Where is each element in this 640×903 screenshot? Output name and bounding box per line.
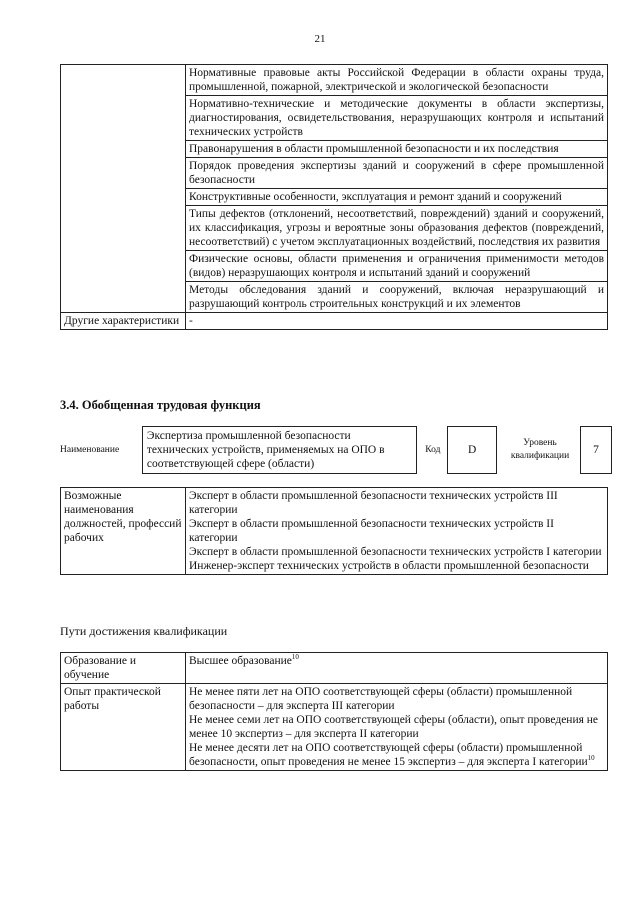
position-item: Эксперт в области промышленной безопасности технических устройств III категории (189, 490, 558, 516)
positions-list (186, 488, 608, 575)
knowledge-table (60, 64, 608, 330)
empty-cell (61, 65, 186, 313)
function-header-table (60, 426, 612, 474)
knowledge-item: Нормативные правовые акты Российской Федерации в области охраны труда, промышленной, пожарной, электрической и экологической безопасности (186, 65, 608, 96)
education-label: Образование и обучение (61, 653, 186, 684)
table-row (61, 653, 608, 684)
knowledge-item: Конструктивные особенности, эксплуатация и ремонт зданий и сооружений (186, 189, 608, 206)
code-value: D (448, 427, 497, 474)
experience-label: Опыт практической работы (61, 684, 186, 771)
knowledge-item: Порядок проведения экспертизы зданий и сооружений в сфере промышленной безопасности (186, 158, 608, 189)
page-number: 21 (314, 33, 326, 45)
level-value: 7 (580, 427, 611, 474)
knowledge-item: Физические основы, области применения и ограничения применимости методов (видов) неразрушающих контроля и испытаний зданий и сооружений (186, 251, 608, 282)
qualification-paths-table (60, 652, 608, 771)
experience-item: Не менее пяти лет на ОПО соответствующей сферы (области) промышленной безопасности – для эксперта III категории (189, 686, 573, 712)
paths-title: Пути достижения квалификации (60, 624, 228, 638)
table-row (61, 65, 608, 96)
other-characteristics-value: - (186, 313, 608, 330)
positions-table (60, 487, 608, 575)
name-value: Экспертиза промышленной безопасности технических устройств, применяемых на ОПО в соответствующей сфере (области) (142, 427, 416, 474)
experience-list (186, 684, 608, 771)
knowledge-item: Типы дефектов (отклонений, несоответствий, повреждений) зданий и сооружений, их классификация, угрозы и вероятные зоны образования дефектов (повреждений, несоответствий) с учетом эксплуатационных воздействий, последствия их развития (186, 206, 608, 251)
footnote-mark: 10 (291, 653, 299, 662)
table-row (61, 684, 608, 771)
education-value: Высшее образование (189, 655, 292, 667)
education-cell (186, 653, 608, 684)
position-item: Эксперт в области промышленной безопасности технических устройств I категории (189, 546, 602, 558)
experience-item: Не менее семи лет на ОПО соответствующей сферы (области), опыт проведения не менее 10 экспертиз – для эксперта II категории (189, 714, 599, 740)
code-label: Код (425, 445, 441, 455)
table-row (61, 488, 608, 575)
position-item: Эксперт в области промышленной безопасности технических устройств II категории (189, 518, 554, 544)
knowledge-item: Правонарушения в области промышленной безопасности и их последствия (186, 141, 608, 158)
other-characteristics-label: Другие характеристики (61, 313, 186, 330)
positions-label: Возможные наименования должностей, профессий рабочих (61, 488, 186, 575)
experience-item: Не менее десяти лет на ОПО соответствующей сферы (области) промышленной безопасности, опыт проведения не менее 15 экспертиз – для эксперта I категории$^{10}$ (189, 742, 595, 768)
table-row (60, 427, 612, 474)
name-label: Наименование (60, 445, 120, 455)
knowledge-item: Методы обследования зданий и сооружений, включая неразрушающий и разрушающий контроль строительных конструкций и их элементов (186, 282, 608, 313)
table-row (61, 313, 608, 330)
footnote-mark: 10 (587, 754, 595, 763)
section-heading: 3.4. Обобщенная трудовая функция (60, 398, 261, 412)
position-item: Инженер-эксперт технических устройств в области промышленной безопасности (189, 560, 589, 572)
knowledge-item: Нормативно-технические и методические документы в области экспертизы, диагностирования, освидетельствования, неразрушающих контроля и испытаний технических устройств (186, 96, 608, 141)
level-label: Уровень квалификации (510, 438, 570, 461)
